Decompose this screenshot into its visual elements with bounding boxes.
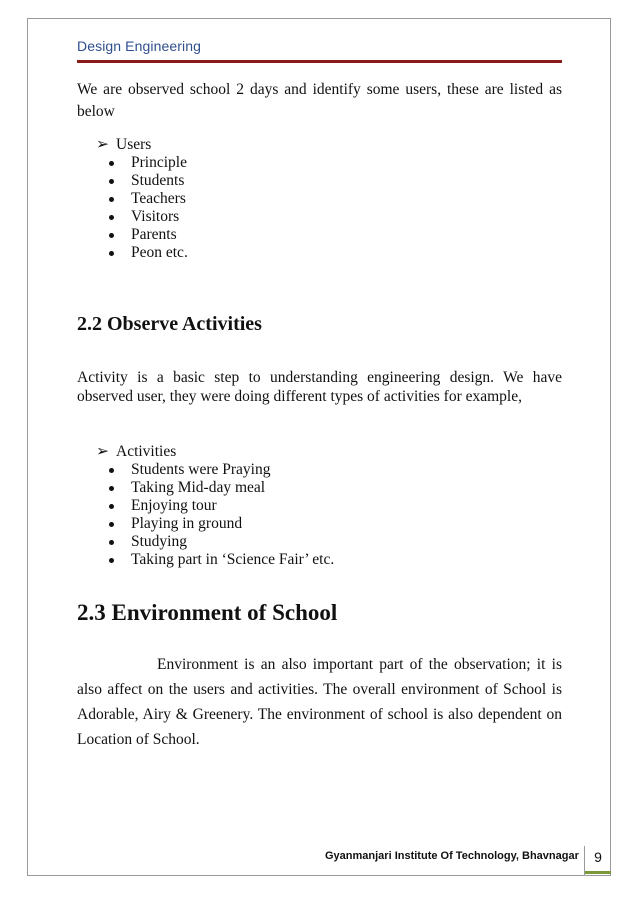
bullet-icon (109, 468, 114, 473)
list-item: Visitors (131, 208, 188, 226)
list-item: Teachers (131, 190, 188, 208)
section-heading-observe-activities: 2.2 Observe Activities (77, 313, 262, 335)
header-title: Design Engineering (77, 38, 201, 54)
list-item: Playing in ground (131, 515, 334, 533)
bullet-icon (109, 179, 114, 184)
list-item: Enjoying tour (131, 497, 334, 515)
bullet-icon (109, 233, 114, 238)
bullet-icon (109, 161, 114, 166)
list-item: Principle (131, 154, 188, 172)
environment-paragraph: Environment is an also important part of the observation; it is also affect on the users and activities. The overall environment of School is Adorable, Airy & Greenery. The environment of school is also dependent on Location of School. (77, 656, 562, 748)
arrow-bullet-icon: ➢ (96, 136, 109, 153)
list-item: Students were Praying (131, 461, 334, 479)
page-number-underline (585, 871, 611, 874)
arrow-bullet-icon: ➢ (96, 443, 109, 460)
bullet-icon (109, 540, 114, 545)
bullet-icon (109, 504, 114, 509)
list-item: Studying (131, 533, 334, 551)
list-item: Taking Mid-day meal (131, 479, 334, 497)
bullet-icon (109, 251, 114, 256)
bullet-icon (109, 486, 114, 491)
users-items (96, 154, 188, 262)
users-heading: ➢ Users (96, 136, 152, 153)
list-item: Parents (131, 226, 188, 244)
footer-institute: Gyanmanjari Institute Of Technology, Bhavnagar (325, 850, 579, 862)
bullet-icon (109, 558, 114, 563)
bullet-icon (109, 522, 114, 527)
list-item: Taking part in ‘Science Fair’ etc. (131, 551, 334, 569)
activities-items (96, 461, 334, 569)
header-rule (77, 60, 562, 63)
section-heading-environment: 2.3 Environment of School (77, 600, 338, 625)
activities-list (96, 443, 334, 569)
list-item: Students (131, 172, 188, 190)
activities-paragraph: Activity is a basic step to understanding engineering design. We have observed user, they were doing different types of activities for example, (77, 369, 562, 405)
activities-heading: ➢ Activities (96, 443, 177, 460)
page-number: 9 (594, 849, 602, 865)
list-item: Peon etc. (131, 244, 188, 262)
intro-paragraph: We are observed school 2 days and identify some users, these are listed as below (77, 81, 562, 120)
bullet-icon (109, 215, 114, 220)
users-list (96, 136, 188, 262)
bullet-icon (109, 197, 114, 202)
